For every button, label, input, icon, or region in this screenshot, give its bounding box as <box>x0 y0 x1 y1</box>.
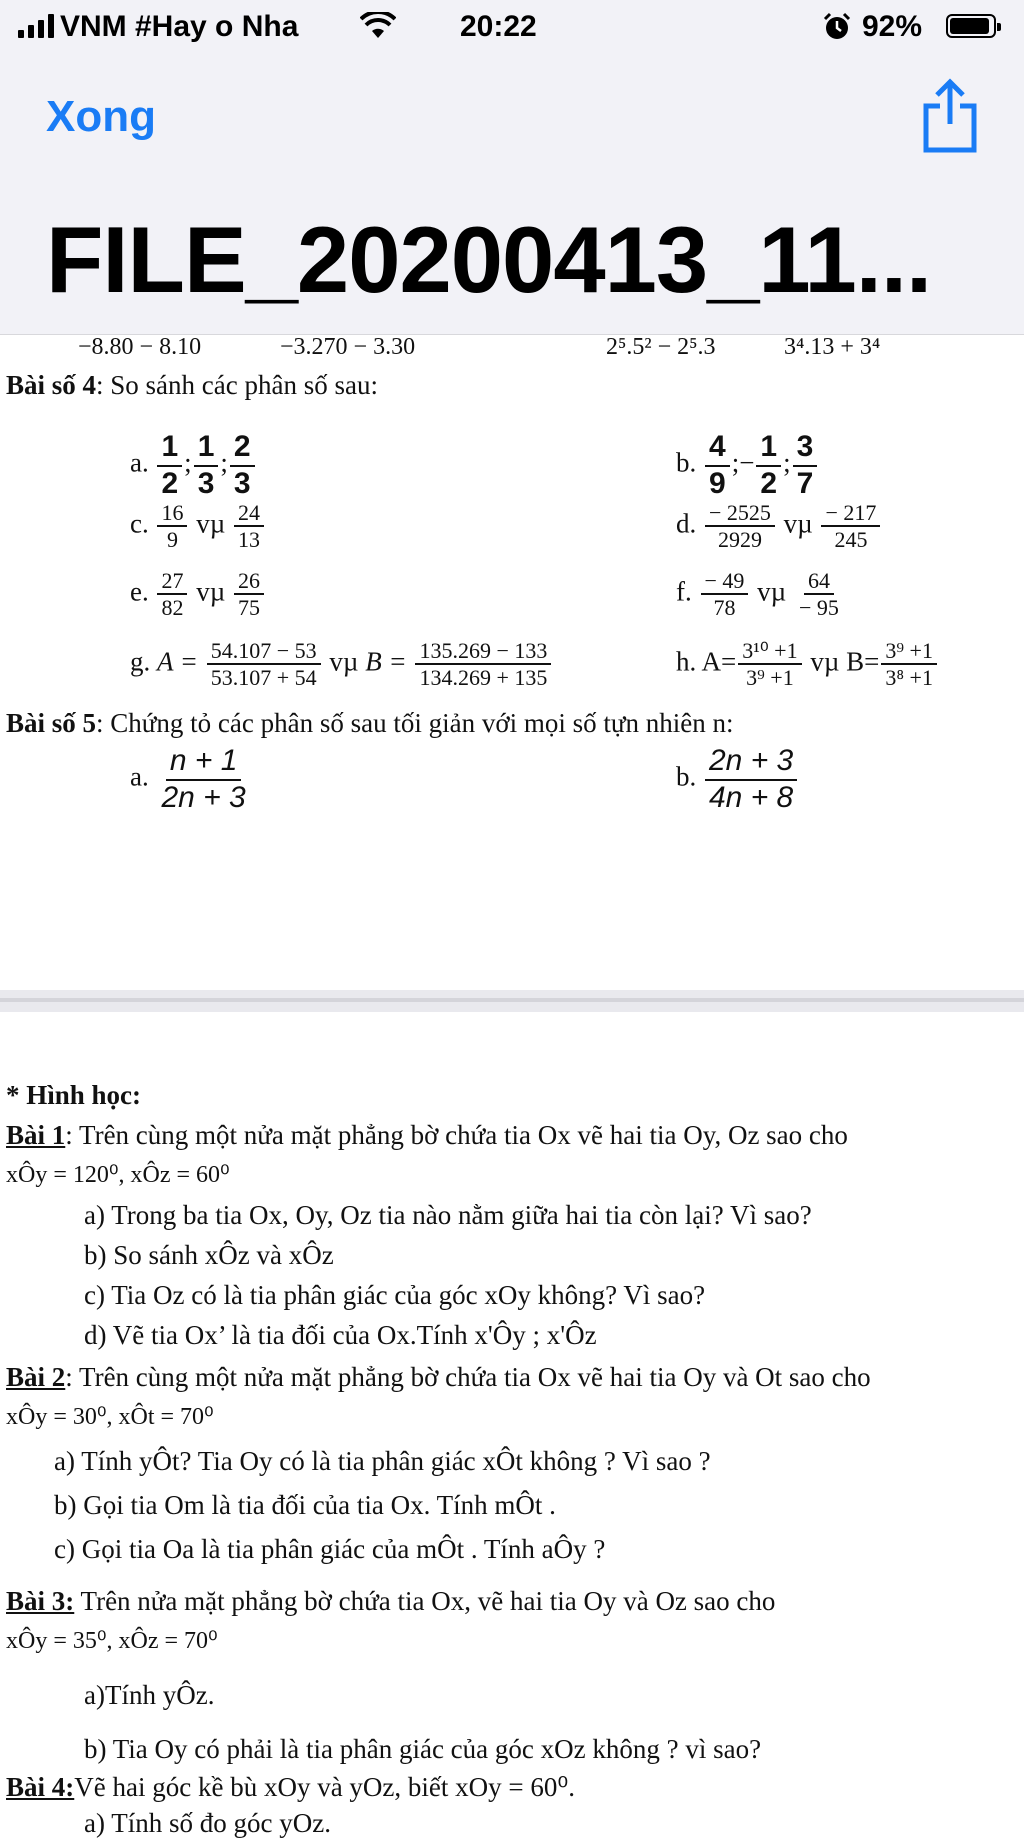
question-b: b) So sánh xÔz và xÔz <box>84 1240 334 1270</box>
exercise-heading: Bài số 5: Chứng tỏ các phân số sau tối giản với mọi số tựn nhiên n: <box>6 708 734 738</box>
battery-icon <box>946 14 996 38</box>
status-bar <box>0 0 1024 56</box>
exercise-heading: Bài số 4: So sánh các phân số sau: <box>6 370 378 400</box>
question-a: a) Tính số đo góc yOz. <box>84 1808 331 1838</box>
exercise-heading: Bài 1: Trên cùng một nửa mặt phẳng bờ chứa tia Ox vẽ hai tia Oy, Oz sao cho <box>6 1120 848 1150</box>
math-expression: −3.270 − 3.30 <box>280 334 416 360</box>
question-c: c) Gọi tia Oa là tia phân giác của mÔt . Tính aÔy ? <box>54 1534 606 1564</box>
item-a: a. $\frac{1}{2}$ ; $\frac{1}{3}$ ; $\frac{2}{3}$ <box>130 430 257 501</box>
nav-bar <box>0 56 1024 335</box>
battery-percent: 92% <box>862 10 923 43</box>
given-angles: xÔy = 120⁰, xÔz = 60⁰ <box>6 1162 230 1188</box>
item-f: f. $\frac{- 49}{78}$ vµ $\frac{64}{- 95}$ <box>676 568 839 621</box>
item-b: b. $\frac{4}{9}$ ;− $\frac{1}{2}$ ; $\frac{3}{7}$ <box>676 430 819 501</box>
item-b: b. $\frac{2n + 3}{4n + 8}$ <box>676 744 799 815</box>
question-c: c) Tia Oz có là tia phân giác của góc xOy không? Vì sao? <box>84 1280 706 1310</box>
share-icon[interactable] <box>920 78 980 154</box>
question-a: a)Tính yÔz. <box>84 1680 215 1710</box>
item-c: c. $\frac{16}{9}$ vµ $\frac{24}{13}$ <box>130 500 266 553</box>
carrier-name: VNM #Hay o Nha <box>60 10 299 43</box>
math-expression: 2⁵.5² − 2⁵.3 <box>606 334 716 360</box>
item-d: d. $\frac{- 2525}{2929}$ vµ $\frac{- 217}{245}$ <box>676 500 882 553</box>
question-a: a) Tính yÔt? Tia Oy có là tia phân giác xÔt không ? Vì sao ? <box>54 1446 711 1476</box>
question-b: b) Gọi tia Om là tia đối của tia Ox. Tính mÔt . <box>54 1490 556 1520</box>
wifi-icon <box>360 12 396 40</box>
done-button[interactable]: Xong <box>46 92 156 141</box>
signal-icon <box>18 14 54 38</box>
exercise-heading: Bài 3: Trên nửa mặt phẳng bờ chứa tia Ox, vẽ hai tia Oy và Oz sao cho <box>6 1586 776 1616</box>
math-expression: 3⁴.13 + 3⁴ <box>784 334 881 360</box>
item-g: g. A = $\frac{54.107 - 53}{53.107 + 54}$ vµ B = $\frac{135.269 - 133}{134.269 + 135}$ <box>130 638 553 691</box>
question-b: b) Tia Oy có phải là tia phân giác của góc xOz không ? vì sao? <box>84 1734 762 1764</box>
section-heading: * Hình học: <box>6 1080 142 1110</box>
item-e: e. $\frac{27}{82}$ vµ $\frac{26}{75}$ <box>130 568 266 621</box>
question-d: d) Vẽ tia Ox’ là tia đối của Ox.Tính x'Ôy ; x'Ôz <box>84 1320 597 1350</box>
item-a: a. $\frac{n + 1}{2n + 3}$ <box>130 744 246 814</box>
item-h: h. A= $\frac{\text{3¹⁰ +1}}{\text{3⁹ +1}}$ vµ B= $\frac{\text{3⁹ +1}}{\text{3⁸ +1}}$ <box>676 638 939 691</box>
math-expression: −8.80 − 8.10 <box>78 334 202 360</box>
question-a: a) Trong ba tia Ox, Oy, Oz tia nào nằm giữa hai tia còn lại? Vì sao? <box>84 1200 812 1230</box>
alarm-icon <box>822 12 852 42</box>
given-angles: xÔy = 30⁰, xÔt = 70⁰ <box>6 1404 214 1430</box>
page-separator <box>0 990 1024 1012</box>
exercise-heading: Bài 2: Trên cùng một nửa mặt phẳng bờ chứa tia Ox vẽ hai tia Oy và Ot sao cho <box>6 1362 871 1392</box>
clock: 20:22 <box>460 10 537 43</box>
page-title: FILE_20200413_11... <box>46 207 932 312</box>
given-angles: xÔy = 35⁰, xÔz = 70⁰ <box>6 1628 218 1654</box>
exercise-heading: Bài 4:Vẽ hai góc kề bù xOy và yOz, biết xOy = 60⁰. <box>6 1772 575 1802</box>
